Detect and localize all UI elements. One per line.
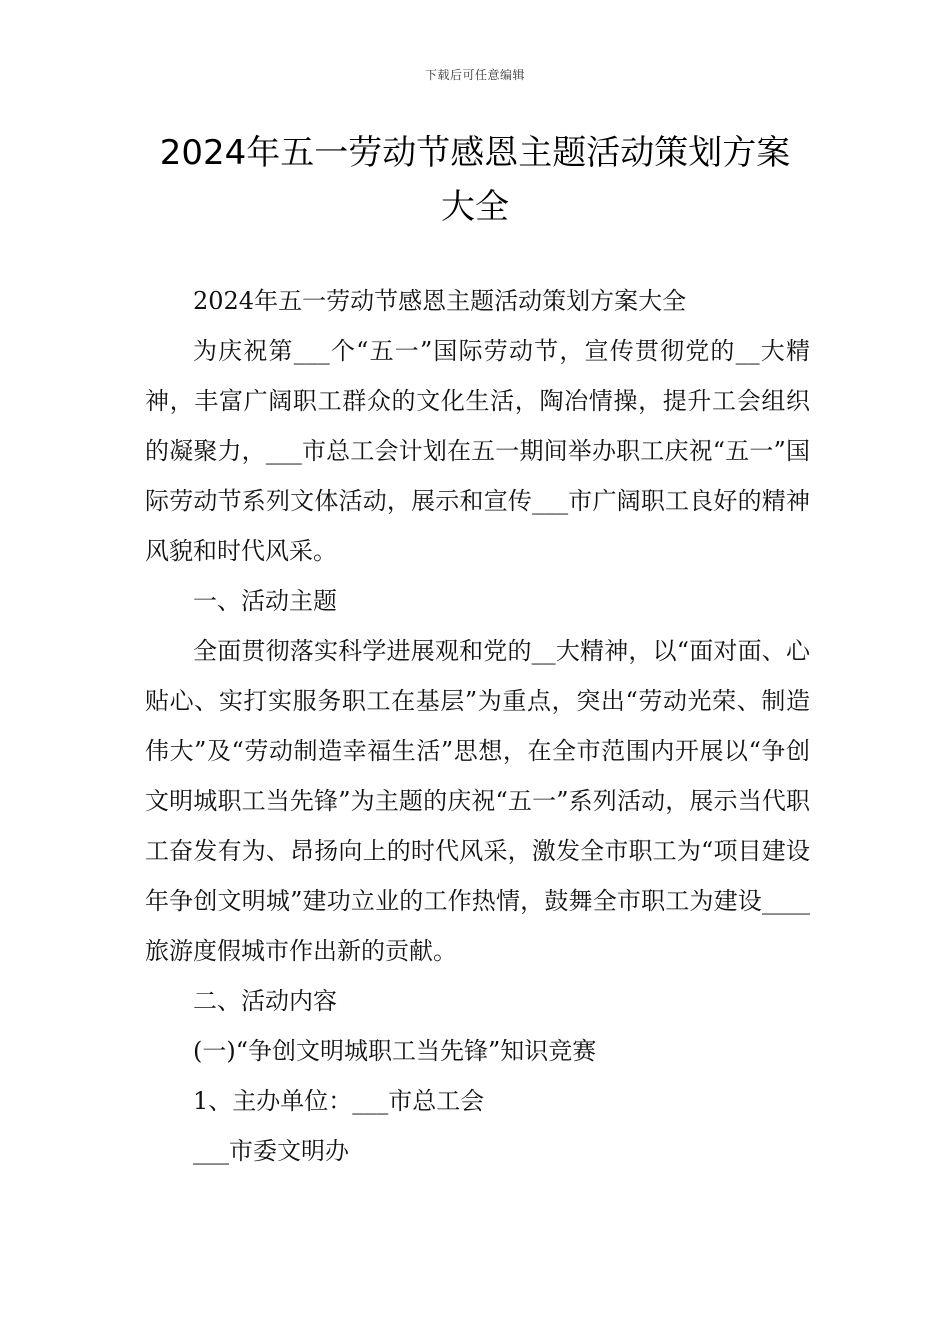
section-heading-theme: 一、活动主题 xyxy=(193,587,337,615)
list-item-co-organizer: ___市委文明办 xyxy=(193,1137,349,1165)
header-note: 下载后可任意编辑 xyxy=(424,68,525,82)
document-title xyxy=(120,126,830,234)
document-body xyxy=(145,276,810,1176)
list-item-organizer: 1、主办单位：___市总工会 xyxy=(193,1087,485,1115)
paragraph-intro: 为庆祝第___个“五一”国际劳动节，宣传贯彻党的__大精神，丰富广阔职工群众的文化生活，陶冶情操，提升工会组织的凝聚力，___市总工会计划在五一期间举办职工庆祝“五一”国际劳动节系列文体活动，展示和宣传___市广阔职工良好的精神风貌和时代风采。 xyxy=(145,337,810,565)
section-heading-content: 二、活动内容 xyxy=(193,987,337,1015)
subsection-heading-quiz: (一)“争创文明城职工当先锋”知识竞赛 xyxy=(193,1037,597,1065)
paragraph-theme: 全面贯彻落实科学进展观和党的__大精神，以“面对面、心贴心、实打实服务职工在基层”为重点，突出“劳动光荣、制造伟大”及“劳动制造幸福生活”思想，在全市范围内开展以“争创文明城职工当先锋”为主题的庆祝“五一”系列活动，展示当代职工奋发有为、昂扬向上的时代风采，激发全市职工为“项目建设年争创文明城”建功立业的工作热情，鼓舞全市职工为建设____旅游度假城市作出新的贡献。 xyxy=(145,637,810,965)
title-line-1: 2024年五一劳动节感恩主题活动策划方案 xyxy=(159,133,791,173)
paragraph-subtitle: 2024年五一劳动节感恩主题活动策划方案大全 xyxy=(193,287,687,315)
title-line-2: 大全 xyxy=(441,187,509,227)
